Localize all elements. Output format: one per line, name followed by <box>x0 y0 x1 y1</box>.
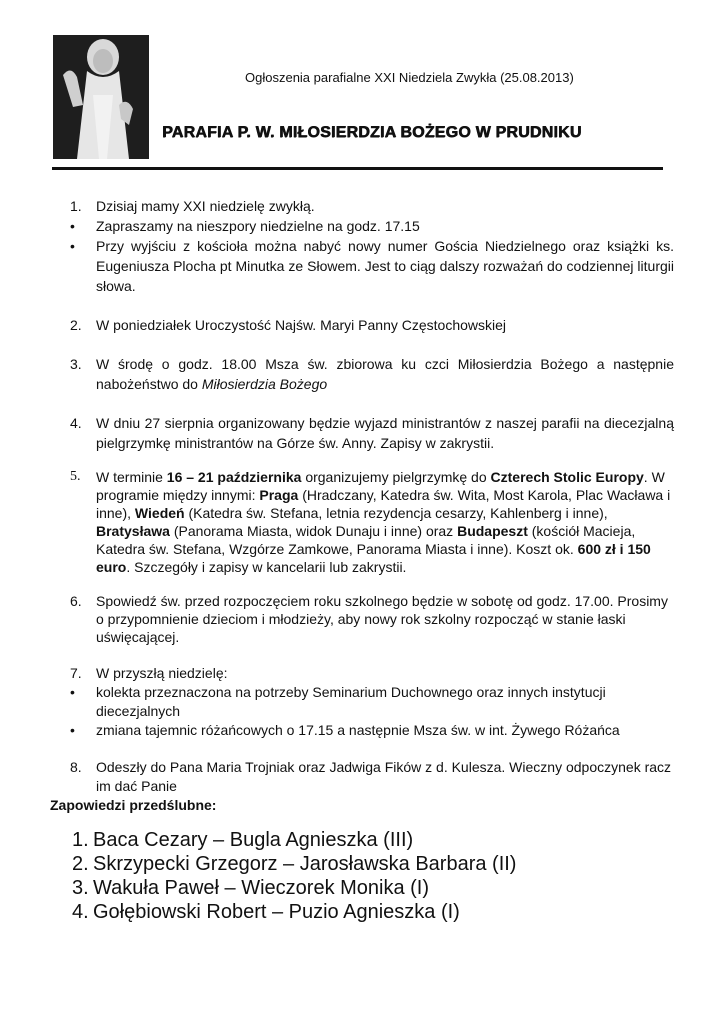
bullet-text: Przy wyjściu z kościoła można nabyć nowy numer Gościa Niedzielnego oraz książki ks. Eugeniusza Plocha pt Minutka ze Słowem. Jest to ciąg dalszy rozważań do codziennej liturgii słowa. <box>96 238 674 294</box>
list-item <box>70 196 674 216</box>
announcements-list <box>70 196 674 796</box>
bullet-item <box>70 216 674 236</box>
banns-number: 3. <box>72 877 89 899</box>
item-text: W poniedziałek Uroczystość Najśw. Maryi Panny Częstochowskiej <box>96 317 507 333</box>
item-text-part: . Szczegóły i zapisy w kancelarii lub zakrystii. <box>126 559 407 575</box>
divine-mercy-image <box>53 35 149 159</box>
bullet-marker: • <box>70 684 75 700</box>
item-number: 1. <box>70 198 82 214</box>
item-text-part: W środę o godz. 18.00 Msza św. zbiorowa ku czci Miłosierdzia Bożego a następnie nabożeństwo do <box>96 356 674 392</box>
banns-text: Wakuła Paweł – Wieczorek Monika (I) <box>93 877 430 899</box>
item-number: 3. <box>70 356 82 372</box>
bullet-marker: • <box>70 218 75 234</box>
item-text-bold: Bratysława <box>96 523 170 539</box>
item-text-part: (Hradczany, Katedra św. Wita, Most Karola, Plac Wacława i inne), <box>96 487 671 521</box>
item-text: Spowiedź św. przed rozpoczęciem roku szkolnego będzie w sobotę od godz. 17.00. Prosimy o przypomnienie dzieciom i młodzieży, aby nowy rok szkolny rozpocząć w stanie łaski uświęcającej. <box>96 593 668 645</box>
item-number: 6. <box>70 593 82 609</box>
bullet-text: zmiana tajemnic różańcowych o 17.15 a następnie Msza św. w int. Żywego Różańca <box>96 722 620 738</box>
bullet-item <box>70 236 674 296</box>
bullet-marker: • <box>70 238 75 254</box>
item-text-part: (Katedra św. Stefana, letnia rezydencja cesarzy, Kahlenberg i inne), <box>184 505 608 521</box>
list-item <box>70 592 674 646</box>
item-text-bold: Czterech Stolic Europy <box>490 469 644 485</box>
item-text: W przyszłą niedzielę: <box>96 665 228 681</box>
item-text-part: . W programie między innymi: <box>96 469 665 503</box>
item-text-part: organizujemy pielgrzymkę do <box>301 469 491 485</box>
banns-text: Gołębiowski Robert – Puzio Agnieszka (I) <box>93 901 460 923</box>
list-item <box>70 413 674 453</box>
item-text-part: (kościół Macieja, Katedra św. Stefana, Wzgórze Zamkowe, Panorama Miasta i inne). Koszt ok. <box>96 523 636 557</box>
item-text-bold: Praga <box>259 487 299 503</box>
bullet-text: Zapraszamy na nieszpory niedzielne na godz. 17.15 <box>96 218 420 234</box>
banns-text: Baca Cezary – Bugla Agnieszka (III) <box>93 829 414 851</box>
bullet-item <box>70 683 674 721</box>
list-item <box>70 315 674 335</box>
item-text-bold: 16 – 21 października <box>166 469 302 485</box>
item-text: Dzisiaj mamy XXI niedzielę zwykłą. <box>96 198 315 214</box>
banns-heading: Zapowiedzi przedślubne: <box>50 797 217 813</box>
banns-number: 1. <box>72 829 89 851</box>
parish-title: PARAFIA P. W. MIŁOSIERDZIA BOŻEGO W PRUDNIKU <box>162 124 582 141</box>
item-text-part: (Panorama Miasta, widok Dunaju i inne) oraz <box>169 523 458 539</box>
bullet-text: kolekta przeznaczona na potrzeby Seminarium Duchownego oraz innych instytucji diecezjalnych <box>96 684 606 719</box>
header-divider <box>52 167 663 170</box>
banns-item <box>72 876 516 900</box>
list-item <box>70 664 674 683</box>
banns-text: Skrzypecki Grzegorz – Jarosławska Barbara (II) <box>93 853 517 875</box>
item-text-bold: 600 zł i 150 euro <box>96 541 651 575</box>
list-item <box>70 758 674 796</box>
list-item <box>70 354 674 394</box>
item-text <box>96 354 674 394</box>
banns-list <box>72 828 516 924</box>
item-number: 7. <box>70 665 82 681</box>
jesus-figure-icon <box>53 35 149 159</box>
list-item <box>70 468 674 576</box>
banns-item <box>72 852 516 876</box>
banns-item <box>72 900 516 924</box>
item-text: Odeszły do Pana Maria Trojniak oraz Jadwiga Fików z d. Kulesza. Wieczny odpoczynek racz im dać Panie <box>96 759 672 794</box>
item-text-part: W terminie <box>96 469 167 485</box>
item-number: 8. <box>70 759 82 775</box>
item-text: W dniu 27 sierpnia organizowany będzie wyjazd ministrantów z naszej parafii na diecezjalną pielgrzymkę ministrantów na Górze św. Anny. Zapisy w zakrystii. <box>96 415 674 451</box>
item-number: 4. <box>70 415 82 431</box>
banns-item <box>72 828 516 852</box>
item-number: 2. <box>70 317 82 333</box>
item-number: 5. <box>70 469 81 484</box>
bullet-item <box>70 721 674 740</box>
announcement-subtitle: Ogłoszenia parafialne XXI Niedziela Zwykła (25.08.2013) <box>245 70 574 85</box>
item-text <box>96 468 674 576</box>
item-text-bold: Wiedeń <box>134 505 185 521</box>
bullet-marker: • <box>70 722 75 738</box>
banns-number: 4. <box>72 901 89 923</box>
item-text-italic: Miłosierdzia Bożego <box>201 376 328 392</box>
banns-number: 2. <box>72 853 89 875</box>
item-text-bold: Budapeszt <box>457 523 528 539</box>
